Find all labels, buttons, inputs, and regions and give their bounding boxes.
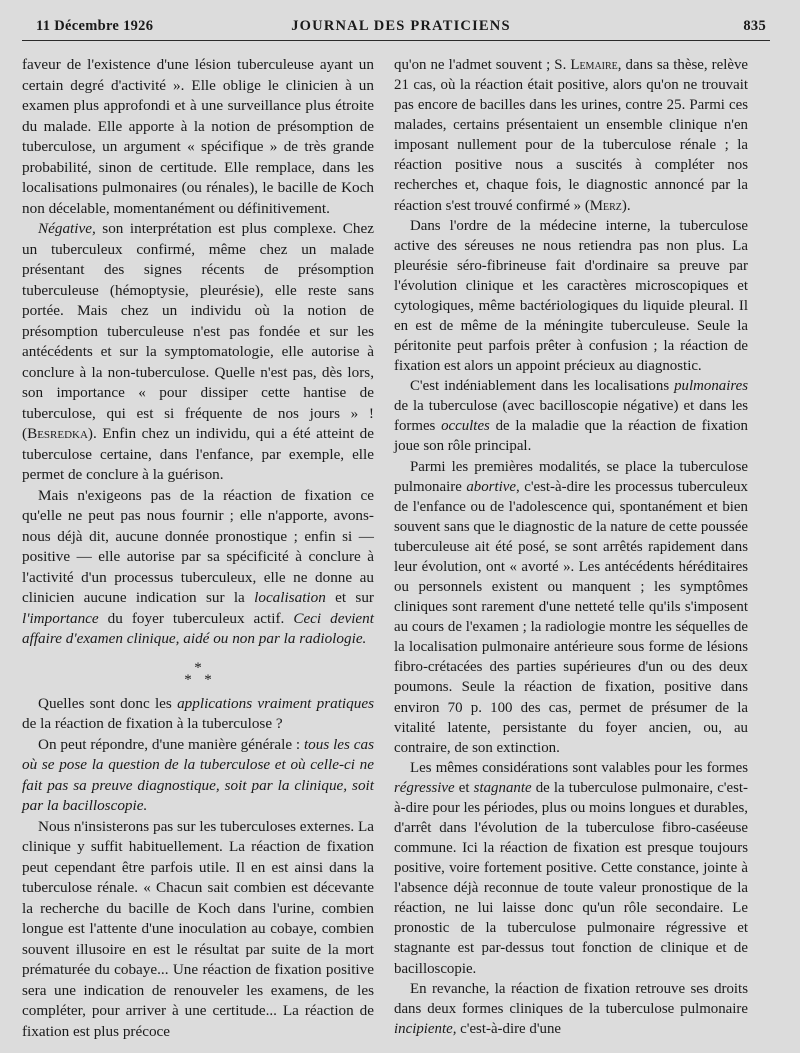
text-run: Quelles sont donc les [38,694,178,712]
emphasis: Ceci devient affaire d'examen clinique, aidé ou non par la radiologie. [22,609,374,647]
paragraph: faveur de l'existence d'une lésion tuberculeuse ayant un certain degré d'activité ». Elle oblige le clinicien à un examen plus approfondi et à une surveillance plus étroite du malade. Elle apporte à la notion de présomption de tuberculose, un argument « spécifique » de très grande probabilité, sinon de certitude. Elle remplace, dans les localisations pulmonaires (ou rénales), le bacille de Koch non décelable, momentanément ou définitivement. [22,56,374,217]
paragraph [22,486,374,650]
emphasis: occultes [441,418,490,435]
separator-star: * [194,659,202,676]
text-run: son interprétation est plus complexe. Chez un tuberculeux confirmé, même chez un malade présentant des signes récents de présomption tuberculeuse (hémoptysie, pleurésie), elle reste sans portée. Mais chez un individu où la notion de présomption tuberculeuse n'est pas fondée et sur les antécédents et sur la symptomatologie, elle autorise à conclure à la non-tuberculose. Quelle n'est pas, dès lors, son importance « pour dissiper cette hantise de tuberculose, qui est si fréquente de nos jours » ! ( [22,220,374,442]
text-run: de la tuberculose (avec bacilloscopie négative) et dans les formes [394,398,748,435]
text-run: C'est indéniablement dans les localisations [410,378,675,395]
author-name: Besredka [27,425,88,442]
left-column [22,55,374,1042]
emphasis: abortive [466,478,516,495]
text-run: et sur [325,589,374,606]
running-header [36,14,766,36]
paragraph: Nous n'insisterons pas sur les tuberculoses externes. La clinique y suffit habituellement. La réaction de fixation peut cependant être parfois utile. Il en est ainsi dans la tuberculose rénale. « Chacun sait combien est décevante la recherche du bacille de Koch dans l'urine, combien longue est l'attente d'une inoculation au cobaye, combien souvent illusoire en est le résultat par suite de la mort prématurée du cobaye... Une réaction de fixation positive sera une indication de renouveler les examens, de les compléter, pour arriver à une certitude... La réaction de fixation est plus précoce [22,817,374,1040]
author-name: Lemaire [570,57,618,73]
issue-date: 11 Décembre 1926 [36,18,154,34]
header-rule [22,40,770,41]
text-run: de la réaction de fixation à la tuberculose ? [22,715,283,732]
text-run: de la tuberculose pulmonaire, c'est-à-dire pour les périodes, plus ou moins longues et durables, d'arrêt dans l'évolution de la tuberculose fibro-caséeuse commune. Ici la réaction de fixation est presque toujours positive, voire fortement positive. Cette constance, jointe à l'absence déjà reconnue de toute valeur pronostique de la réaction, ne lui laisse donc qu'un rôle secondaire. Le pronostic de la tuberculose pulmonaire régressive et stagnante est par-dessus tout fonction de clinique et de bacilloscopie. [394,779,748,977]
paragraph [394,376,748,456]
paragraph [22,694,374,735]
paragraph [394,457,748,758]
journal-title: JOURNAL DES PRATICIENS [291,18,511,34]
emphasis: Négative, [38,220,96,237]
text-run: du foyer tuberculeux actif. [98,609,294,627]
text-run: ). Enfin chez un individu, qui a été atteint de tuberculose certaine, dans l'enfance, par exemple, elle permet de conclure à la guérison. [22,425,374,483]
section-separator [22,650,374,694]
emphasis: tous les cas où se pose la question de la tuberculose et où celle-ci ne fait pas sa preuve diagnostique, soit par la clinique, soit par la bacilloscopie. [22,735,375,814]
paragraph [394,758,748,979]
author-name: Merz [589,197,622,214]
right-column [394,55,748,1039]
separator-star: * [184,671,192,688]
text-run: c'est-à-dire d'une [456,1020,562,1037]
text-run: Parmi les premières modalités, se place la tuberculose pulmonaire [394,458,748,495]
emphasis: stagnante [473,779,532,796]
emphasis: localisation [254,589,326,606]
text-run: On peut répondre, d'une manière générale : [38,735,304,753]
emphasis: applications vraiment pratiques [177,694,374,712]
text-run: ). [621,197,631,214]
emphasis: régressive [394,779,455,796]
paragraph [394,55,748,216]
text-run: qu'on ne l'admet souvent ; S. [394,57,571,73]
text-run: , c'est-à-dire les processus tuberculeux de l'enfance ou de l'adolescence qui, spontanément et bien souvent sans que le diagnostic de la nature de cette poussée tuberculeuse ait été posé, se sont arrêtés rapidement dans leur évolution, ont « avorté ». Les antécédents héréditaires ou personnels existent ou manquent ; les symptômes cliniques sont rarement d'une netteté telle qu'ils s'imposent au cours de l'examen ; la radiologie montre les séquelles de la localisation pulmonaire antérieure sous forme de lésions fibro-crétacées des parties supérieures d'un ou des deux poumons. Seule la réaction de fixation, positive dans environ 70 p. 100 des cas, permet de présumer de la vitalité latente, persistante du foyer ancien, ou, au contraire, de son extinction. [394,478,748,756]
text-run: de la maladie que la réaction de fixation joue son rôle principal. [394,418,748,455]
emphasis: pulmonaires [674,378,748,395]
paragraph [394,979,748,1039]
text-run: , dans sa thèse, relève 21 cas, où la réaction était positive, alors qu'on ne trouvait pas encore de bacilles dans les urines, contre 25. Parmi ces malades, certains présentaient un ensemble clinique n'en imposant nullement pour de la tuberculose rénale ; la réaction positive nous a suscités à compléter nos recherches et, chaque fois, le diagnostic annoncé par la réaction s'est trouvé confirmé » ( [394,57,748,214]
page-number: 835 [743,18,766,34]
paragraph: Dans l'ordre de la médecine interne, la tuberculose active des séreuses ne nous retiendra pas non plus. La pleurésie séro-fibrineuse fait d'ordinaire sa preuve par l'évolution clinique et les caractères microscopiques et cytologiques, même bactériologiques du liquide pleural. Il en est de même de la méningite tuberculeuse. Seule la péritonite peut parfois prêter à confusion ; la réaction de fixation est alors un appoint précieux au diagnostic. [394,217,748,375]
emphasis: incipiente, [394,1020,457,1037]
text-run: En revanche, la réaction de fixation retrouve ses droits dans deux formes cliniques de la tuberculose pulmonaire [394,980,748,1017]
text-run: Mais n'exigeons pas de la réaction de fixation ce qu'elle ne peut pas nous fournir ; elle n'apporte, avons-nous déjà dit, aucune donnée pronostique ; enfin si — positive — elle autorise par sa spécificité à conclure à l'activité d'un processus tuberculeux, elle ne donne au clinicien aucune indication sur la [22,486,374,606]
separator-star: * [204,671,212,688]
paragraph [22,735,374,817]
paragraph [22,219,374,486]
text-run: Les mêmes considérations sont valables pour les formes [410,759,748,776]
text-run: et [454,779,474,796]
emphasis: l'importance [22,609,99,627]
